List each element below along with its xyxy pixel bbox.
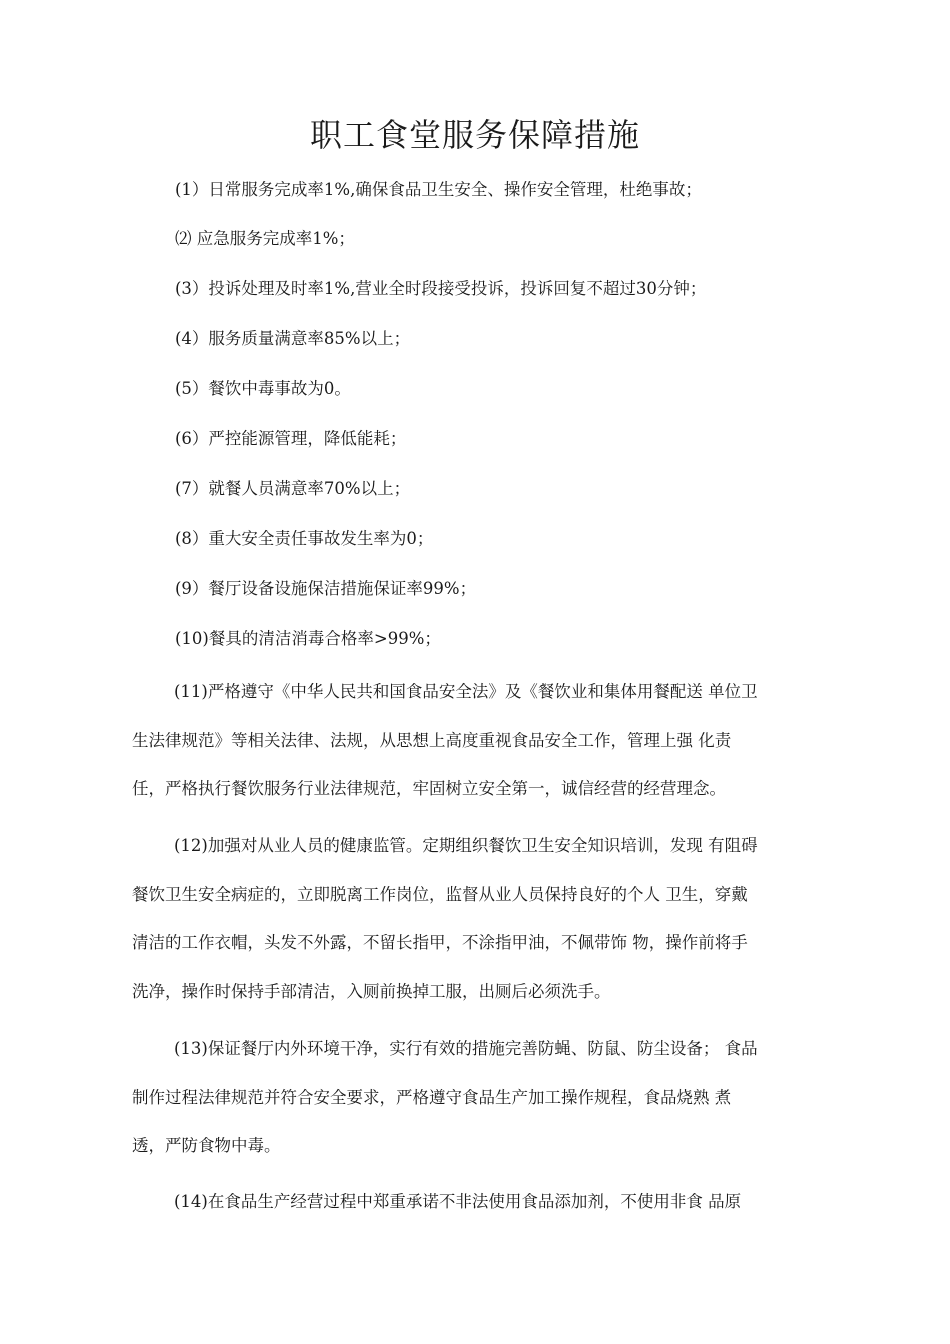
list-item: (3）投诉处理及时率1%,营业全时段接受投诉，投诉回复不超过30分钟； bbox=[175, 279, 707, 298]
list-item: ⑵ 应急服务完成率1%； bbox=[175, 229, 355, 248]
paragraph-line: (12)加强对从业人员的健康监管。定期组织餐饮卫生安全知识培训，发现 有阻碍 bbox=[174, 836, 758, 855]
list-item: (5）餐饮中毒事故为0。 bbox=[175, 379, 351, 398]
list-item: (6）严控能源管理，降低能耗； bbox=[175, 429, 407, 448]
page-title: 职工食堂服务保障措施 bbox=[309, 116, 640, 154]
paragraph-line: 制作过程法律规范并符合安全要求，严格遵守食品生产加工操作规程，食品烧熟 煮 bbox=[132, 1087, 732, 1107]
paragraph-line: (11)严格遵守《中华人民共和国食品安全法》及《餐饮业和集体用餐配送 单位卫 bbox=[174, 682, 758, 701]
list-item: (9）餐厅设备设施保洁措施保证率99%； bbox=[175, 579, 477, 598]
paragraph-line: 洗净，操作时保持手部清洁，入厕前换掉工服，出厕后必须洗手。 bbox=[132, 981, 611, 1001]
list-item: (1）日常服务完成率1%,确保食品卫生安全、操作安全管理，杜绝事故； bbox=[175, 180, 702, 199]
paragraph-line: 透，严防食物中毒。 bbox=[132, 1136, 281, 1155]
list-item: (7）就餐人员满意率70%以上； bbox=[175, 479, 411, 498]
paragraph-line: (14)在食品生产经营过程中郑重承诺不非法使用食品添加剂，不使用非食 品原 bbox=[174, 1192, 742, 1211]
list-item: (10)餐具的清洁消毒合格率>99%； bbox=[175, 629, 441, 648]
paragraph-line: 任，严格执行餐饮服务行业法律规范，牢固树立安全第一，诚信经营的经营理念。 bbox=[132, 779, 726, 798]
list-item: (4）服务质量满意率85%以上； bbox=[175, 329, 411, 348]
paragraph-line: (13)保证餐厅内外环境干净，实行有效的措施完善防蝇、防鼠、防尘设备； 食品 bbox=[174, 1039, 758, 1058]
paragraph-line: 生法律规范》等相关法律、法规，从思想上高度重视食品安全工作，管理上强 化责 bbox=[132, 730, 732, 750]
paragraph-line: 餐饮卫生安全病症的，立即脱离工作岗位，监督从业人员保持良好的个人 卫生，穿戴 bbox=[132, 884, 748, 904]
list-item: (8）重大安全责任事故发生率为0； bbox=[175, 529, 434, 548]
paragraph-line: 清洁的工作衣帽，头发不外露，不留长指甲，不涂指甲油，不佩带饰 物，操作前将手 bbox=[132, 933, 748, 952]
